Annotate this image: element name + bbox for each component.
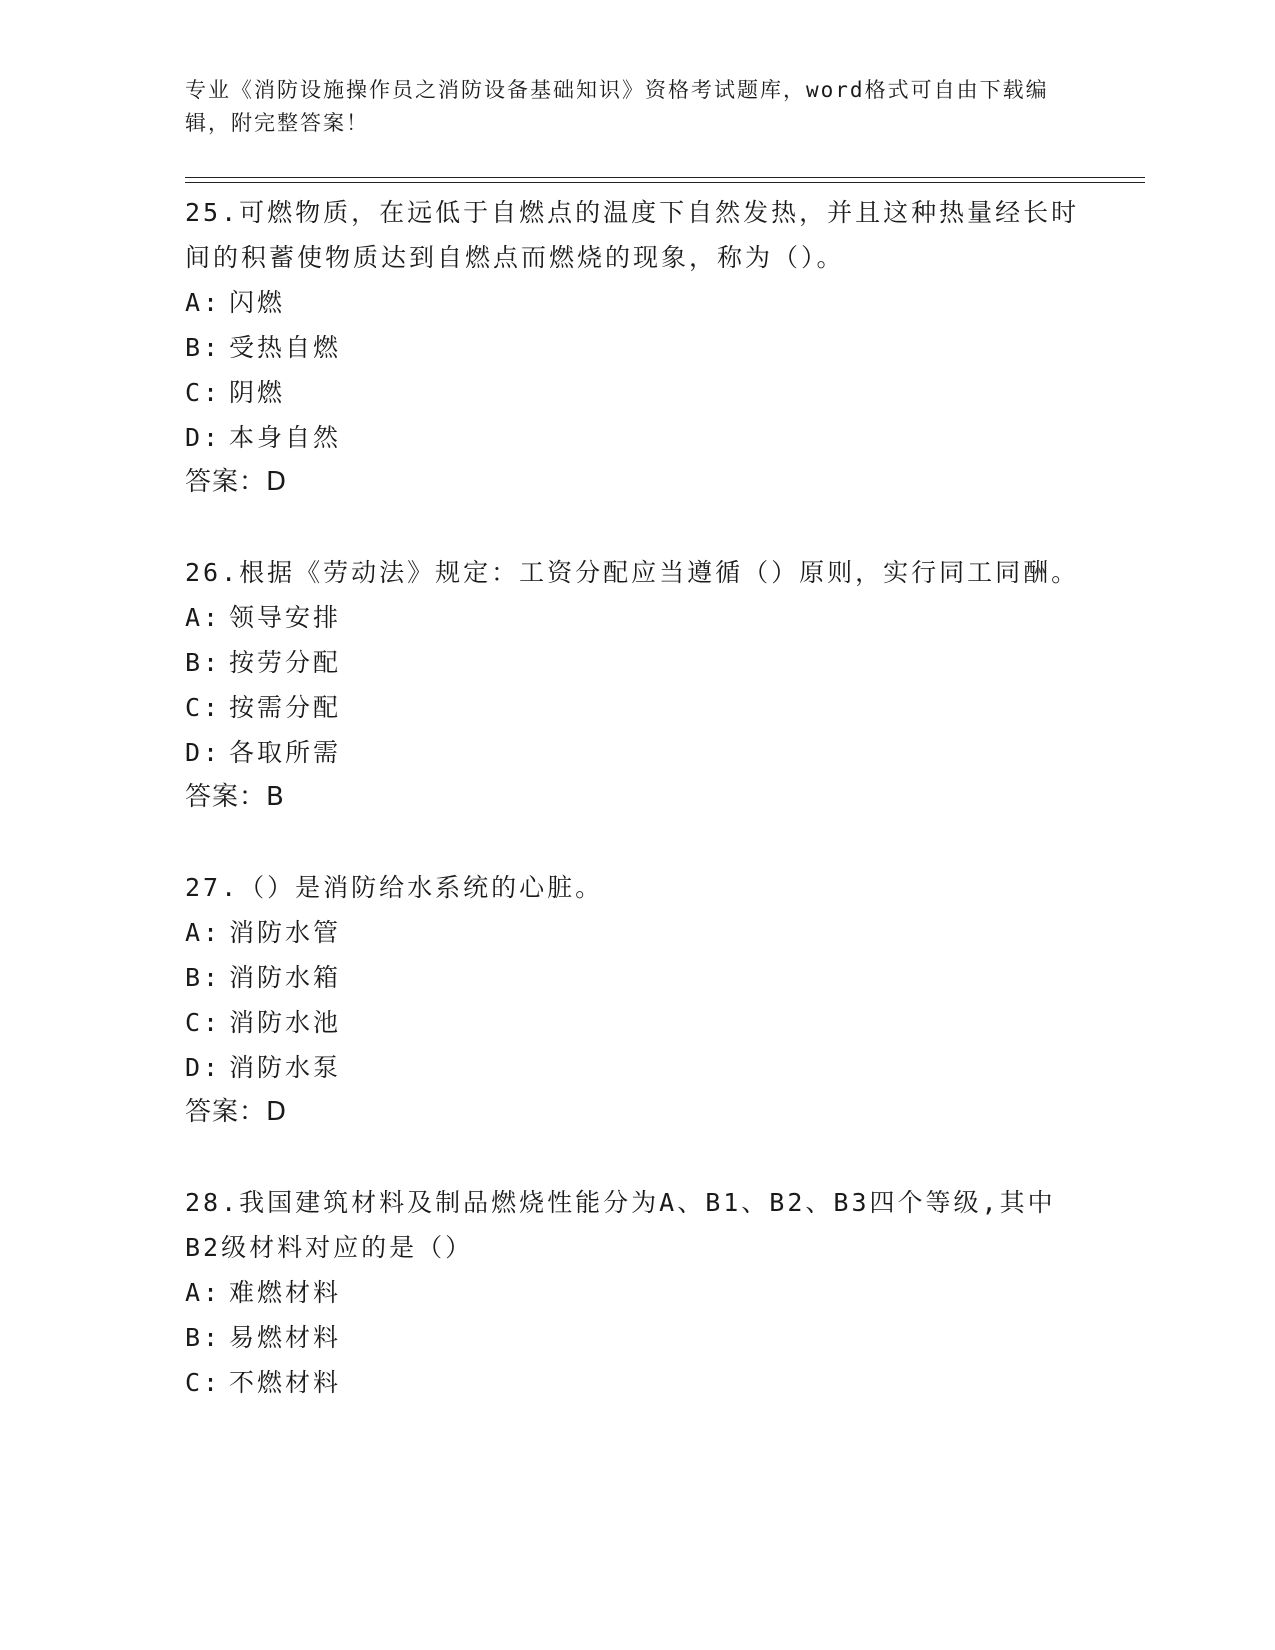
option-text: 易燃材料	[229, 1323, 342, 1352]
option-d	[185, 730, 1085, 775]
option-text: 各取所需	[229, 738, 342, 767]
option-c	[185, 1000, 1085, 1045]
option-d	[185, 415, 1085, 460]
option-key: B:	[185, 963, 222, 992]
option-list	[185, 910, 1085, 1090]
question-28	[185, 1180, 1085, 1405]
option-key: C:	[185, 1368, 222, 1397]
option-b	[185, 1315, 1085, 1360]
option-text: 领导安排	[229, 603, 342, 632]
option-a	[185, 910, 1085, 955]
option-key: D:	[185, 1053, 222, 1082]
question-25	[185, 190, 1085, 504]
document-header: 专业《消防设施操作员之消防设备基础知识》资格考试题库，word格式可自由下载编辑，附完整答案！	[185, 78, 1049, 135]
option-a	[185, 595, 1085, 640]
option-key: A:	[185, 603, 222, 632]
option-key: B:	[185, 1323, 222, 1352]
option-text: 本身自然	[229, 423, 342, 452]
option-d	[185, 1045, 1085, 1090]
option-key: B:	[185, 333, 222, 362]
option-key: A:	[185, 288, 222, 317]
option-key: D:	[185, 738, 222, 767]
option-b	[185, 640, 1085, 685]
option-text: 按劳分配	[229, 648, 342, 677]
option-list	[185, 595, 1085, 775]
option-key: A:	[185, 1278, 222, 1307]
answer-line: 答案：D	[185, 1097, 288, 1127]
option-c	[185, 685, 1085, 730]
option-text: 难燃材料	[229, 1278, 342, 1307]
option-a	[185, 1270, 1085, 1315]
option-list	[185, 1270, 1085, 1405]
option-c	[185, 370, 1085, 415]
option-text: 不燃材料	[229, 1368, 342, 1397]
option-key: B:	[185, 648, 222, 677]
option-a	[185, 280, 1085, 325]
option-key: A:	[185, 918, 222, 947]
question-27	[185, 865, 1085, 1134]
option-key: C:	[185, 378, 222, 407]
option-text: 消防水泵	[229, 1053, 342, 1082]
option-c	[185, 1360, 1085, 1405]
question-stem: 26.根据《劳动法》规定：工资分配应当遵循（）原则，实行同工同酬。	[185, 558, 1080, 587]
answer-line: 答案：B	[185, 782, 285, 812]
option-text: 按需分配	[229, 693, 342, 722]
header-divider-bottom	[185, 182, 1145, 183]
question-stem: 27.（）是消防给水系统的心脏。	[185, 873, 604, 902]
option-text: 阴燃	[229, 378, 286, 407]
question-stem: 25.可燃物质，在远低于自燃点的温度下自然发热，并且这种热量经长时间的积蓄使物质达到自燃点而燃烧的现象，称为（）。	[185, 198, 1080, 272]
header-divider-top	[185, 177, 1145, 178]
option-key: C:	[185, 693, 222, 722]
question-stem: 28.我国建筑材料及制品燃烧性能分为A、B1、B2、B3四个等级,其中B2级材料对应的是（）	[185, 1188, 1056, 1262]
option-text: 闪燃	[229, 288, 286, 317]
question-26	[185, 550, 1085, 819]
option-key: D:	[185, 423, 222, 452]
option-b	[185, 955, 1085, 1000]
option-key: C:	[185, 1008, 222, 1037]
answer-line: 答案：D	[185, 467, 288, 497]
option-b	[185, 325, 1085, 370]
option-list	[185, 280, 1085, 460]
question-list	[185, 190, 1085, 1451]
option-text: 消防水箱	[229, 963, 342, 992]
option-text: 消防水管	[229, 918, 342, 947]
option-text: 消防水池	[229, 1008, 342, 1037]
option-text: 受热自燃	[229, 333, 342, 362]
